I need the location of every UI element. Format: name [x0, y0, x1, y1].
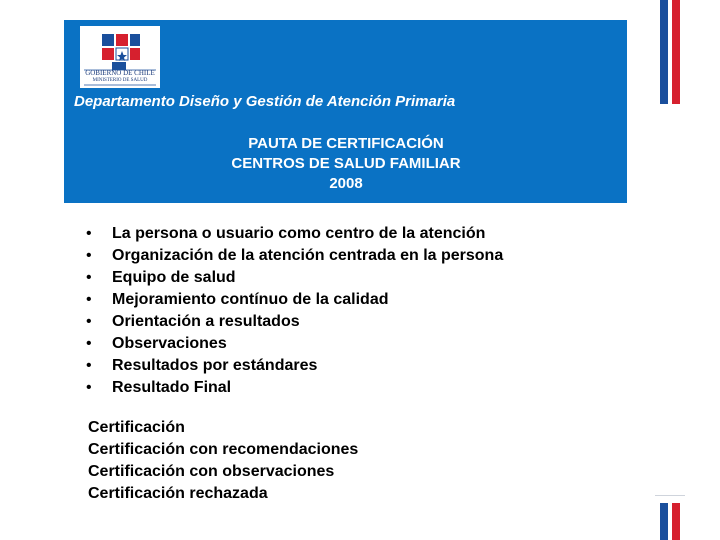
outcome-item: Certificación con recomendaciones [88, 441, 359, 458]
accent-bar-red-top [672, 0, 680, 104]
outcome-item: Certificación con observaciones [88, 463, 335, 480]
bullet-icon: • [86, 291, 92, 308]
list-item-text: Resultado Final [112, 379, 232, 396]
list-item [84, 355, 503, 377]
accent-bar-blue-top [660, 0, 668, 104]
bullet-icon: • [86, 357, 92, 374]
list-item [84, 333, 503, 355]
list-item [84, 289, 503, 311]
title-line-2: CENTROS DE SALUD FAMILIAR [231, 155, 461, 172]
outcome-item: Certificación [88, 419, 185, 436]
logo-text [80, 70, 160, 84]
divider-line [655, 495, 685, 496]
title-line-1: PAUTA DE CERTIFICACIÓN [248, 135, 444, 152]
accent-bar-blue-bottom [660, 503, 668, 540]
list-item-text: Observaciones [112, 335, 227, 352]
list-item [84, 223, 503, 245]
list-item-text: Resultados por estándares [112, 357, 318, 374]
gobierno-de-chile-logo [80, 26, 160, 88]
bullet-icon: • [86, 269, 92, 286]
bullet-icon: • [86, 313, 92, 330]
list-item-text: Equipo de salud [112, 269, 236, 286]
outcome-item: Certificación rechazada [88, 485, 268, 502]
bullet-icon: • [86, 379, 92, 396]
logo-line-2: MINISTERIO DE SALUD [92, 78, 148, 83]
bullet-icon: • [86, 225, 92, 242]
list-item [84, 245, 503, 267]
logo-line-1: GOBIERNO DE CHILE [85, 69, 155, 77]
list-item [84, 311, 503, 333]
list-item-text: La persona o usuario como centro de la atención [112, 225, 486, 242]
list-item-text: Organización de la atención centrada en la persona [112, 247, 504, 264]
header-banner [64, 20, 627, 203]
bullet-icon: • [86, 335, 92, 352]
list-item-text: Mejoramiento contínuo de la calidad [112, 291, 389, 308]
criteria-list [84, 223, 503, 399]
department-name: Departamento Diseño y Gestión de Atención Primaria [74, 93, 456, 110]
list-item [84, 377, 503, 399]
bullet-icon: • [86, 247, 92, 264]
certification-title [182, 134, 510, 194]
list-item-text: Orientación a resultados [112, 313, 300, 330]
certification-outcomes [88, 417, 358, 505]
accent-bar-red-bottom [672, 503, 680, 540]
title-year: 2008 [329, 175, 363, 192]
list-item [84, 267, 503, 289]
